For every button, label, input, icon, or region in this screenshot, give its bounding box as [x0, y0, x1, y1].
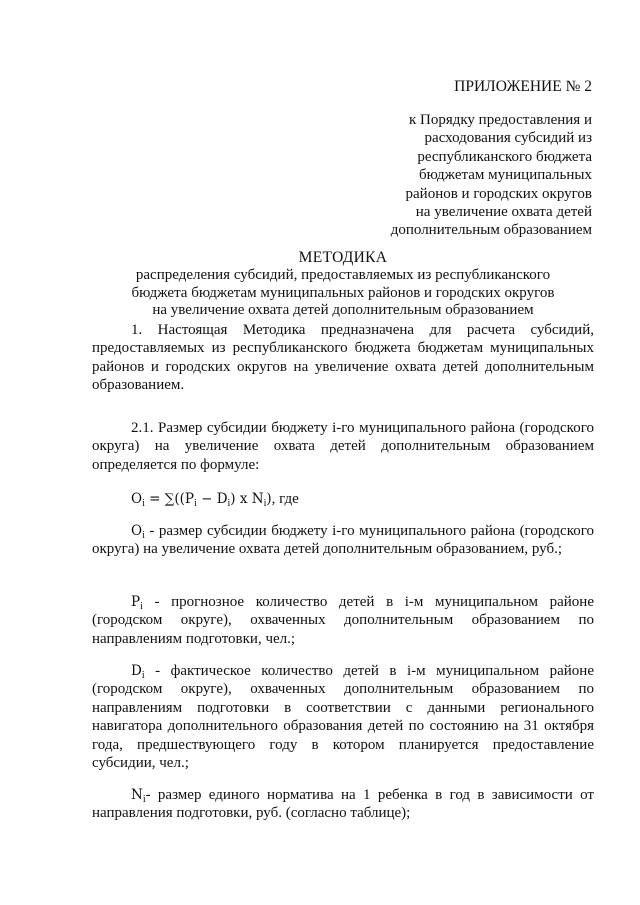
formula-lhs: O: [131, 491, 143, 507]
definition-o: [92, 522, 594, 559]
appendix-title: ПРИЛОЖЕНИЕ № 2: [454, 78, 592, 95]
definition-symbol: P: [131, 594, 141, 610]
definition-sub: i: [142, 794, 146, 805]
formula-minus: − D: [196, 491, 228, 507]
definition-n: [92, 786, 594, 823]
formula-eq: = ∑((P: [144, 491, 195, 507]
paragraph-2-1: 2.1. Размер субсидии бюджету i-го муниципального района (городского округа) на увеличение охвата детей дополнительным образованием определяется по формуле:: [92, 420, 594, 473]
formula-sub: i: [227, 498, 231, 509]
document-title: МЕТОДИКА: [298, 249, 388, 266]
definition-sub: i: [140, 601, 143, 612]
definition-text: - размер единого норматива на 1 ребенка в год в зависимости от направления подготовки, руб. (согласно таблице);: [92, 787, 594, 822]
appendix-subtitle-line: республиканского бюджета: [417, 148, 592, 165]
paragraph-1: 1. Настоящая Методика предназначена для расчета субсидий, предоставляемых из республиканского бюджета бюджетам муниципальных районов и городских округов на увеличение охвата детей дополнительным образованием.: [92, 322, 594, 394]
definition-symbol: D: [131, 663, 142, 679]
definition-symbol: O: [131, 523, 143, 539]
appendix-subtitle-line: на увеличение охвата детей: [415, 204, 592, 221]
document-subtitle-line: распределения субсидий, предоставляемых из республиканского: [135, 267, 551, 283]
appendix-subtitle-line: районов и городских округов: [405, 185, 592, 202]
appendix-subtitle-line: бюджетам муниципальных: [418, 167, 592, 184]
subsidy-formula: [131, 490, 299, 508]
definition-sub: i: [141, 670, 145, 681]
document-subtitle-line: бюджета бюджетам муниципальных районов и городских округов: [131, 284, 555, 301]
formula-sub: i: [263, 498, 267, 509]
appendix-subtitle-line: дополнительным образованием: [390, 222, 592, 239]
formula-close: ): [266, 491, 272, 507]
definition-symbol: N: [131, 787, 143, 803]
formula-sub: i: [194, 498, 197, 509]
formula-times: ) x N: [230, 491, 264, 507]
definition-text: - фактическое количество детей в i-м муниципальном районе (городском округе), охваченных дополнительным образованием по направлениям подготовки в соответствии с данными регионального навигатора дополнительного образования детей по состоянию на 31 октября года, предшествующего году в котором планируется предоставление субсидии, чел.;: [92, 663, 594, 772]
document-subtitle: [92, 267, 594, 320]
appendix-subtitle: [360, 111, 592, 240]
document-subtitle-line: на увеличение охвата детей дополнительным образованием: [152, 302, 534, 318]
formula-sub: i: [142, 498, 145, 509]
appendix-subtitle-line: расходования субсидий из: [424, 130, 592, 147]
definition-p: [92, 593, 594, 648]
definition-text: - прогнозное количество детей в i-м муниципальном районе (городском округе), охваченных дополнительным образованием по направлениям подготовки, чел.;: [92, 594, 594, 647]
definition-sub: i: [142, 530, 145, 541]
formula-tail: , где: [271, 491, 299, 507]
definition-text: - размер субсидии бюджету i-го муниципального района (городского округа) на увеличение охвата детей дополнительным образованием, руб.;: [92, 523, 594, 558]
appendix-subtitle-line: к Порядку предоставления и: [408, 112, 592, 128]
definition-d: [92, 662, 594, 772]
